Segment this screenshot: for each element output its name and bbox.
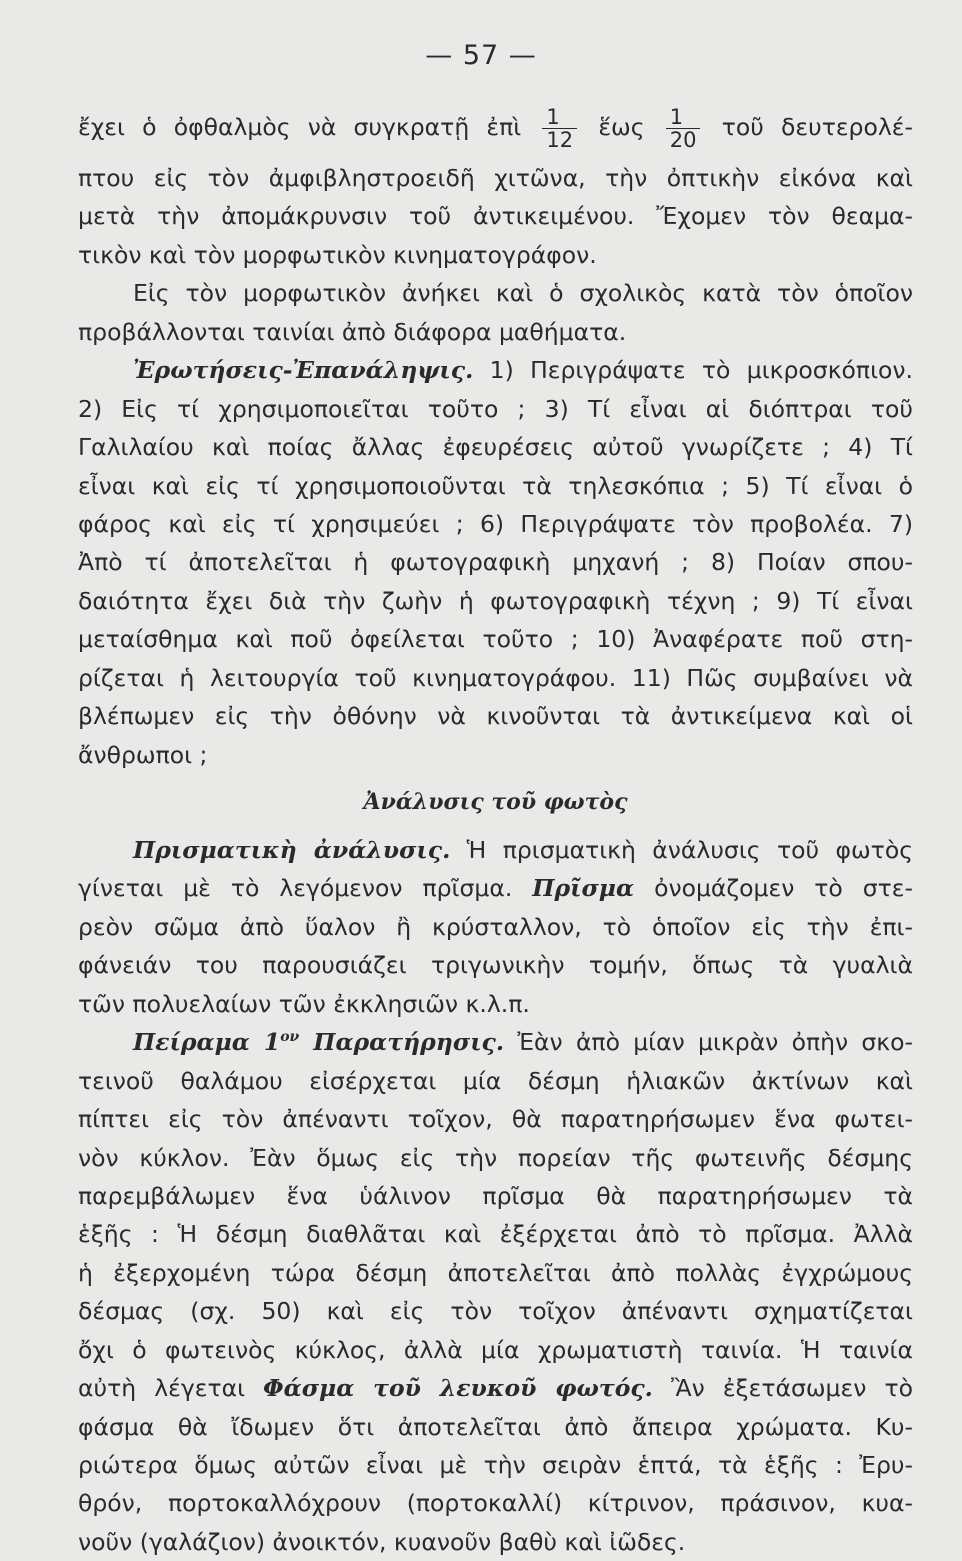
text-line: νὸν κύκλον. Ἐὰν ὅμως εἰς τὴν πορείαν τῆς φωτεινῆς δέσμης bbox=[78, 1143, 913, 1172]
text-line: ρίζεται ἡ λειτουργία τοῦ κινηματογράφου. 11) Πῶς συμβαίνει νὰ bbox=[78, 663, 913, 692]
text-line: νοῦν (γαλάζιον) ἀνοικτόν, κυανοῦν βαθὺ καὶ ἰῶδες. bbox=[78, 1527, 686, 1556]
text-line: βλέπωμεν εἰς τὴν ὀθόνην νὰ κινοῦνται τὰ ἀντικείμενα καὶ οἱ bbox=[78, 702, 913, 731]
text-line bbox=[78, 351, 913, 389]
prism-heading: Πρισματικὴ ἀνάλυσις. bbox=[133, 836, 451, 864]
text-line: φάνειάν του παρουσιάζει τριγωνικὴν τομήν, ὅπως τὰ γυαλιὰ bbox=[78, 951, 913, 980]
text-line: Ἀπὸ τί ἀποτελεῖται ἡ φωτογραφικὴ μηχανή ; 8) Ποίαν σπου- bbox=[78, 548, 913, 577]
text-line: Εἰς τὸν μορφωτικὸν ἀνήκει καὶ ὁ σχολικὸς κατὰ τὸν ὁποῖον bbox=[133, 279, 913, 308]
text-line: δέσμας (σχ. 50) καὶ εἰς τὸν τοῖχον ἀπέναντι σχηματίζεται bbox=[78, 1297, 913, 1326]
text-span: Ἐὰν ἀπὸ μίαν μικρὰν ὀπὴν σκο- bbox=[517, 1028, 913, 1057]
text-line: φάσμα θὰ ἴδωμεν ὅτι ἀποτελεῖται ἀπὸ ἄπειρα χρώματα. Κυ- bbox=[78, 1412, 913, 1441]
text-line: 2) Εἰς τί χρησιμοποιεῖται τοῦτο ; 3) Τί εἶναι αἱ διόπτραι τοῦ bbox=[78, 394, 913, 423]
text-span: Ἂν ἐξετάσωμεν τὸ bbox=[670, 1374, 913, 1403]
text-line: ρεὸν σῶμα ἀπὸ ὕαλον ἢ κρύσταλλον, τὸ ὁποῖον εἰς τὴν ἐπι- bbox=[78, 912, 913, 941]
text-span: Ἡ πρισματικὴ ἀνάλυσις τοῦ φωτὸς bbox=[466, 836, 913, 864]
text-line bbox=[78, 1369, 913, 1407]
fraction bbox=[666, 106, 701, 151]
text-line: παρεμβάλωμεν ἕνα ὑάλινον πρῖσμα θὰ παρατηρήσωμεν τὰ bbox=[78, 1181, 913, 1210]
text-line: μετὰ τὴν ἀπομάκρυνσιν τοῦ ἀντικειμένου. Ἔχομεν τὸν θεαμα- bbox=[78, 202, 913, 231]
fraction bbox=[542, 106, 577, 151]
text-line: φάρος καὶ εἰς τί χρησιμεύει ; 6) Περιγράψατε τὸν προβολέα. 7) bbox=[78, 509, 913, 538]
page-text bbox=[78, 95, 913, 1561]
fraction-numerator: 1 bbox=[542, 106, 577, 129]
ordinal-suffix: ον bbox=[280, 1029, 300, 1046]
text-span: ἔχει ὁ ὀφθαλμὸς νὰ συγκρατῇ ἐπὶ bbox=[78, 113, 522, 141]
text-span: αὐτὴ λέγεται bbox=[78, 1374, 246, 1403]
fraction-denominator: 12 bbox=[546, 128, 574, 152]
text-line: τικὸν καὶ τὸν μορφωτικὸν κινηματογράφον. bbox=[78, 240, 597, 269]
text-line bbox=[78, 869, 913, 907]
text-line bbox=[78, 1023, 913, 1061]
text-span: ὀνομάζομεν τὸ στε- bbox=[654, 874, 913, 903]
text-line: μεταίσθημα καὶ ποῦ ὀφείλεται τοῦτο ; 10) Ἀναφέρατε ποῦ στη- bbox=[78, 625, 913, 654]
experiment-title: Πείραμα 1 bbox=[133, 1028, 281, 1057]
text-line: προβάλλονται ταινίαι ἀπὸ διάφορα μαθήματα. bbox=[78, 317, 627, 346]
text-span: γίνεται μὲ τὸ λεγόμενον πρῖσμα. bbox=[78, 874, 513, 903]
experiment-heading bbox=[133, 1028, 504, 1056]
questions-heading: Ἐρωτήσεις-Ἐπανάληψις. bbox=[133, 356, 474, 385]
text-span: τοῦ δευτερολέ- bbox=[721, 113, 913, 141]
section-title: Ἀνάλυσις τοῦ φωτὸς bbox=[363, 789, 628, 815]
page-number: — 57 — bbox=[425, 40, 537, 71]
prism-term: Πρῖσμα bbox=[532, 874, 635, 903]
text-line: τεινοῦ θαλάμου εἰσέρχεται μία δέσμη ἡλιακῶν ἀκτίνων καὶ bbox=[78, 1066, 913, 1095]
fraction-numerator: 1 bbox=[666, 106, 701, 129]
text-line: δαιότητα ἔχει διὰ τὴν ζωὴν ἡ φωτογραφικὴ τέχνη ; 9) Τί εἶναι bbox=[78, 586, 913, 615]
text-line bbox=[78, 831, 913, 869]
text-line: ἄνθρωποι ; bbox=[78, 740, 208, 769]
fraction-denominator: 20 bbox=[669, 128, 697, 152]
text-line: πτου εἰς τὸν ἀμφιβληστροειδῆ χιτῶνα, τὴν ὀπτικὴν εἰκόνα καὶ bbox=[78, 164, 913, 192]
text-line: Γαλιλαίου καὶ ποίας ἄλλας ἐφευρέσεις αὐτοῦ γνωρίζετε ; 4) Τί bbox=[78, 433, 913, 462]
text-line: θρόν, πορτοκαλλόχρουν (πορτοκαλλί) κίτρινον, πράσινον, κυα- bbox=[78, 1489, 913, 1518]
text-line: εἶναι καὶ εἰς τί χρησιμοποιοῦνται τὰ τηλεσκόπια ; 5) Τί εἶναι ὁ bbox=[78, 471, 913, 500]
text-line: ἑξῆς : Ἡ δέσμη διαθλᾶται καὶ ἐξέρχεται ἀπὸ τὸ πρῖσμα. Ἀλλὰ bbox=[78, 1220, 913, 1249]
text-line: ριώτερα ὅμως αὐτῶν εἶναι μὲ τὴν σειρὰν ἑπτά, τὰ ἑξῆς : Ἐρυ- bbox=[78, 1451, 913, 1479]
text-span: 1) Περιγράψατε τὸ μικροσκόπιον. bbox=[489, 356, 913, 385]
text-line: πίπτει εἰς τὸν ἀπέναντι τοῖχον, θὰ παρατηρήσωμεν ἕνα φωτει- bbox=[78, 1105, 913, 1134]
text-span: ἕως bbox=[598, 113, 645, 141]
text-line: ἡ ἐξερχομένη τώρα δέσμη ἀποτελεῖται ἀπὸ πολλὰς ἐγχρώμους bbox=[78, 1258, 913, 1287]
text-line: τῶν πολυελαίων τῶν ἐκκλησιῶν κ.λ.π. bbox=[78, 989, 530, 1018]
observation-title: Παρατήρησις. bbox=[313, 1028, 505, 1057]
spectrum-term: Φάσμα τοῦ λευκοῦ φωτός. bbox=[263, 1374, 653, 1403]
text-line bbox=[78, 95, 913, 159]
text-line: ὄχι ὁ φωτεινὸς κύκλος, ἀλλὰ μία χρωματιστὴ ταινία. Ἡ ταινία bbox=[78, 1335, 913, 1364]
